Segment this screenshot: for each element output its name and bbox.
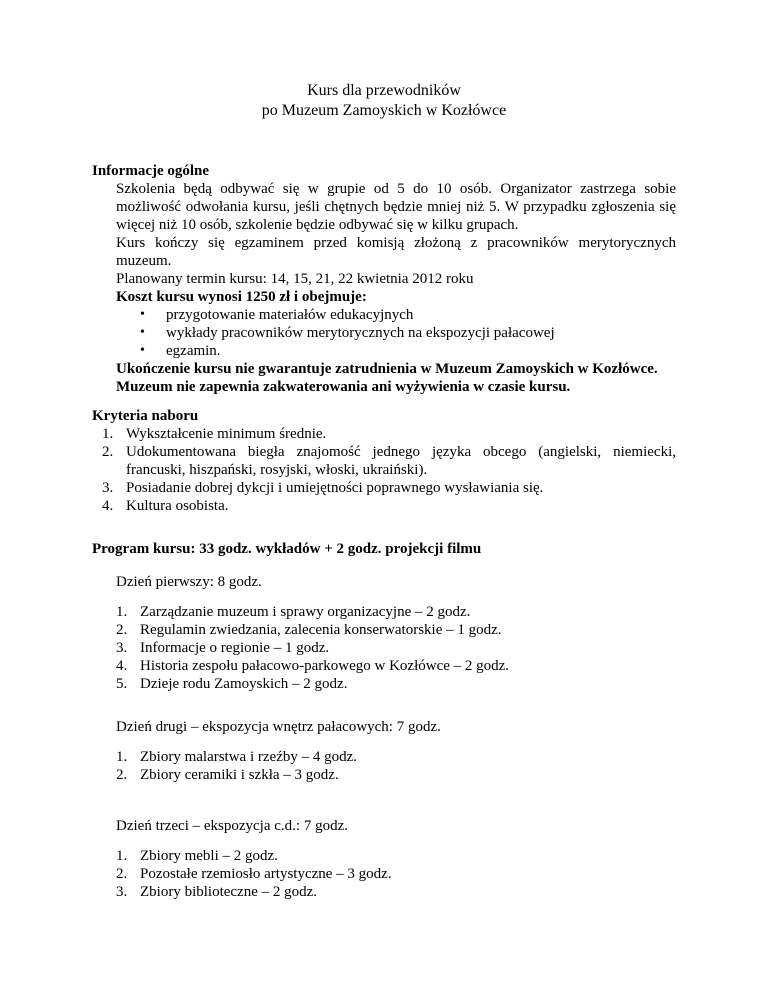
day2-list xyxy=(116,748,676,784)
document-title-line2: po Muzeum Zamoyskich w Kozłówce xyxy=(261,102,507,119)
item-number: 3. xyxy=(102,480,114,496)
list-item: • przygotowanie materiałów edukacyjnych xyxy=(136,306,676,324)
item-text: Informacje o regionie – 1 godz. xyxy=(140,640,330,656)
criteria-heading: Kryteria naboru xyxy=(92,408,199,424)
list-item xyxy=(116,621,676,639)
item-text: Udokumentowana biegła znajomość jednego języka obcego (angielski, niemiecki, francuski, hiszpański, rosyjski, włoski, ukraiński). xyxy=(126,444,676,478)
list-item xyxy=(116,847,676,865)
day1-list xyxy=(116,603,676,693)
course-dates: Planowany termin kursu: 14, 15, 21, 22 kwietnia 2012 roku xyxy=(116,271,474,287)
day3-label: Dzień trzeci – ekspozycja c.d.: 7 godz. xyxy=(116,818,348,834)
item-number: 4. xyxy=(116,658,128,674)
course-cost: Koszt kursu wynosi 1250 zł i obejmuje: xyxy=(116,289,367,305)
item-text: Dzieje rodu Zamoyskich – 2 godz. xyxy=(140,676,348,692)
item-text: Zbiory ceramiki i szkła – 3 godz. xyxy=(140,767,339,783)
list-item xyxy=(116,883,676,901)
day3-list xyxy=(116,847,676,901)
item-text: Zbiory malarstwa i rzeźby – 4 godz. xyxy=(140,749,358,765)
cost-items-list xyxy=(116,306,676,360)
item-text: Zbiory biblioteczne – 2 godz. xyxy=(140,884,318,900)
criteria-section xyxy=(102,425,676,515)
item-text: Pozostałe rzemiosło artystyczne – 3 godz. xyxy=(140,866,392,882)
list-item xyxy=(102,479,676,497)
accommodation-note: Muzeum nie zapewnia zakwaterowania ani wyżywienia w czasie kursu. xyxy=(116,379,571,395)
list-item xyxy=(102,497,676,515)
list-item xyxy=(102,443,676,479)
item-number: 3. xyxy=(116,884,128,900)
day2-label: Dzień drugi – ekspozycja wnętrz pałacowych: 7 godz. xyxy=(116,719,441,735)
employment-note: Ukończenie kursu nie gwarantuje zatrudnienia w Muzeum Zamoyskich w Kozłówce. xyxy=(116,361,658,377)
item-number: 2. xyxy=(116,866,128,882)
list-item xyxy=(116,865,676,883)
general-info-section xyxy=(116,180,676,396)
list-item xyxy=(102,425,676,443)
list-item xyxy=(116,603,676,621)
item-text: Historia zespołu pałacowo-parkowego w Kozłówce – 2 godz. xyxy=(140,658,510,674)
list-item: • wykłady pracowników merytorycznych na ekspozycji pałacowej xyxy=(136,324,676,342)
document-title-line1: Kurs dla przewodników xyxy=(307,82,461,99)
list-item xyxy=(116,639,676,657)
general-info-heading: Informacje ogólne xyxy=(92,163,210,179)
item-text: Zarządzanie muzeum i sprawy organizacyjne – 2 godz. xyxy=(140,604,471,620)
day1-section xyxy=(116,603,676,693)
item-number: 5. xyxy=(116,676,128,692)
item-number: 2. xyxy=(102,444,114,460)
day1-label: Dzień pierwszy: 8 godz. xyxy=(116,574,262,590)
item-text: Zbiory mebli – 2 godz. xyxy=(140,848,278,864)
item-number: 1. xyxy=(116,604,128,620)
item-number: 4. xyxy=(102,498,114,514)
day2-section xyxy=(116,748,676,784)
item-number: 1. xyxy=(116,749,128,765)
list-item xyxy=(116,748,676,766)
list-item xyxy=(116,657,676,675)
general-info-paragraph-2: Kurs kończy się egzaminem przed komisją złożoną z pracowników merytorycznych muzeum. xyxy=(116,235,676,269)
item-number: 3. xyxy=(116,640,128,656)
item-number: 1. xyxy=(102,426,114,442)
criteria-list xyxy=(102,425,676,515)
list-item: • egzamin. xyxy=(136,342,676,360)
program-heading: Program kursu: 33 godz. wykładów + 2 godz. projekcji filmu xyxy=(92,541,482,557)
day3-section xyxy=(116,847,676,901)
item-text: Wykształcenie minimum średnie. xyxy=(126,426,327,442)
item-number: 2. xyxy=(116,767,128,783)
general-info-paragraph-1: Szkolenia będą odbywać się w grupie od 5 do 10 osób. Organizator zastrzega sobie możliwość odwołania kursu, jeśli chętnych będzie mniej niż 5. W przypadku zgłoszenia się więcej niż 10 osób, szkolenie będzie odbywać się w kilku grupach. xyxy=(116,181,676,233)
item-text: Regulamin zwiedzania, zalecenia konserwatorskie – 1 godz. xyxy=(140,622,502,638)
list-item xyxy=(116,766,676,784)
item-text: Kultura osobista. xyxy=(126,498,229,514)
item-number: 1. xyxy=(116,848,128,864)
list-item xyxy=(116,675,676,693)
item-text: Posiadanie dobrej dykcji i umiejętności poprawnego wysławiania się. xyxy=(126,480,544,496)
item-number: 2. xyxy=(116,622,128,638)
